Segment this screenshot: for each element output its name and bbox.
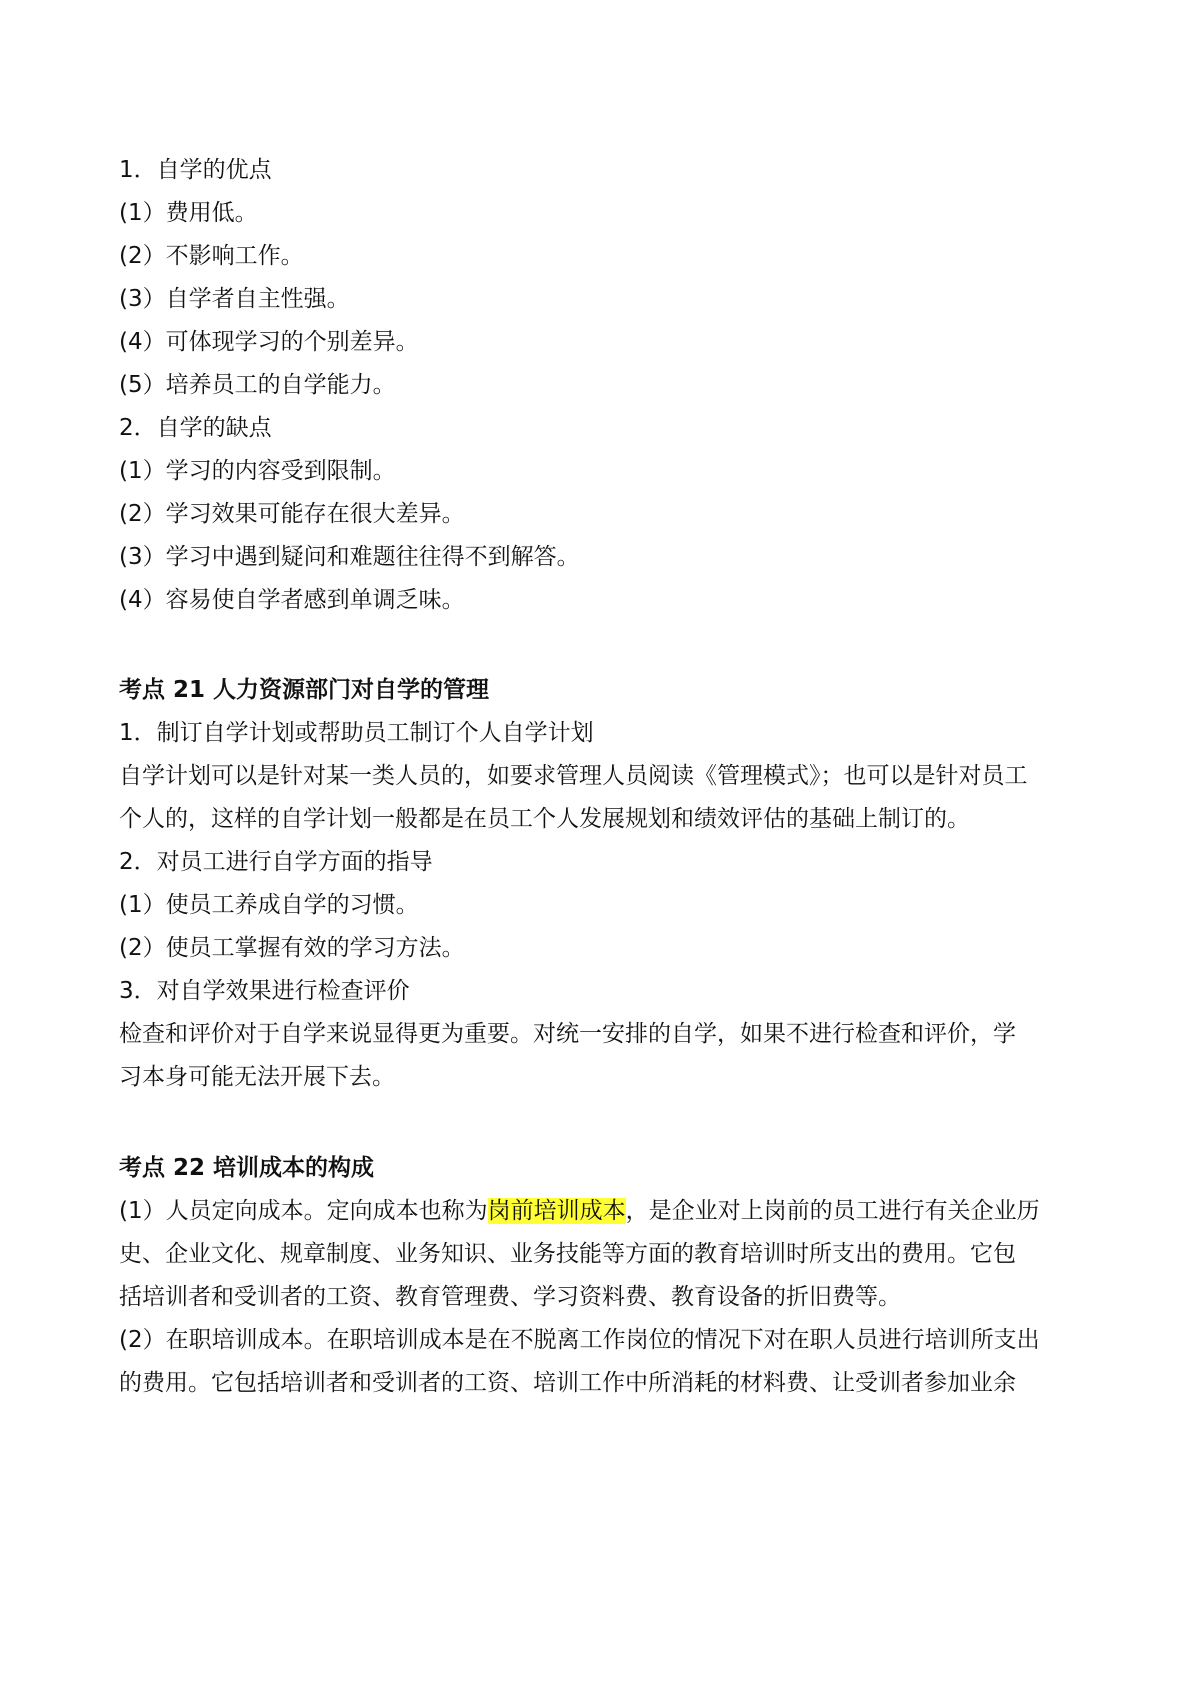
advantage-item: (4）可体现学习的个别差异。 [119,329,419,355]
section-22-p1-line [119,1195,1074,1227]
disadvantages-title: 2．自学的缺点 [119,415,272,441]
advantage-item: (3）自学者自主性强。 [119,286,350,312]
highlighted-term: 岗前培训成本 [487,1198,626,1224]
section-21-item3-body-line: 检查和评价对于自学来说显得更为重要。对统一安排的自学，如果不进行检查和评价，学 [119,1021,1016,1047]
section-22-heading: 考点 22 培训成本的构成 [119,1155,375,1181]
section-21-item3-body-line: 习本身可能无法开展下去。 [119,1064,395,1090]
section-22-p2-line: (2）在职培训成本。在职培训成本是在不脱离工作岗位的情况下对在职人员进行培训所支出 [119,1327,1040,1353]
section-22-p2-line: 的费用。它包括培训者和受训者的工资、培训工作中所消耗的材料费、让受训者参加业余 [119,1370,1016,1396]
disadvantage-item: (3）学习中遇到疑问和难题往往得不到解答。 [119,544,580,570]
advantages-title: 1．自学的优点 [119,157,272,183]
advantage-item: (1）费用低。 [119,200,258,226]
section-21-item2-title: 2．对员工进行自学方面的指导 [119,849,433,875]
advantage-item: (2）不影响工作。 [119,243,304,269]
section-21-item3-title: 3．对自学效果进行检查评价 [119,978,410,1004]
p1-text-after: ，是企业对上岗前的员工进行有关企业历 [625,1198,1040,1224]
section-21-item1-title: 1．制订自学计划或帮助员工制订个人自学计划 [119,720,594,746]
section-21-item1-body-line: 个人的，这样的自学计划一般都是在员工个人发展规划和绩效评估的基础上制订的。 [119,806,970,832]
p1-text-before: (1）人员定向成本。定向成本也称为 [119,1198,488,1224]
disadvantage-item: (4）容易使自学者感到单调乏味。 [119,587,465,613]
section-22-p1-line: 括培训者和受训者的工资、教育管理费、学习资料费、教育设备的折旧费等。 [119,1284,901,1310]
section-21-item2-point: (1）使员工养成自学的习惯。 [119,892,419,918]
section-21-item1-body-line: 自学计划可以是针对某一类人员的，如要求管理人员阅读《管理模式》；也可以是针对员工 [119,763,1028,789]
section-22-p1-line: 史、企业文化、规章制度、业务知识、业务技能等方面的教育培训时所支出的费用。它包 [119,1241,1016,1267]
advantage-item: (5）培养员工的自学能力。 [119,372,396,398]
disadvantage-item: (1）学习的内容受到限制。 [119,458,396,484]
section-21-item2-point: (2）使员工掌握有效的学习方法。 [119,935,465,961]
disadvantage-item: (2）学习效果可能存在很大差异。 [119,501,465,527]
section-21-heading: 考点 21 人力资源部门对自学的管理 [119,677,490,703]
